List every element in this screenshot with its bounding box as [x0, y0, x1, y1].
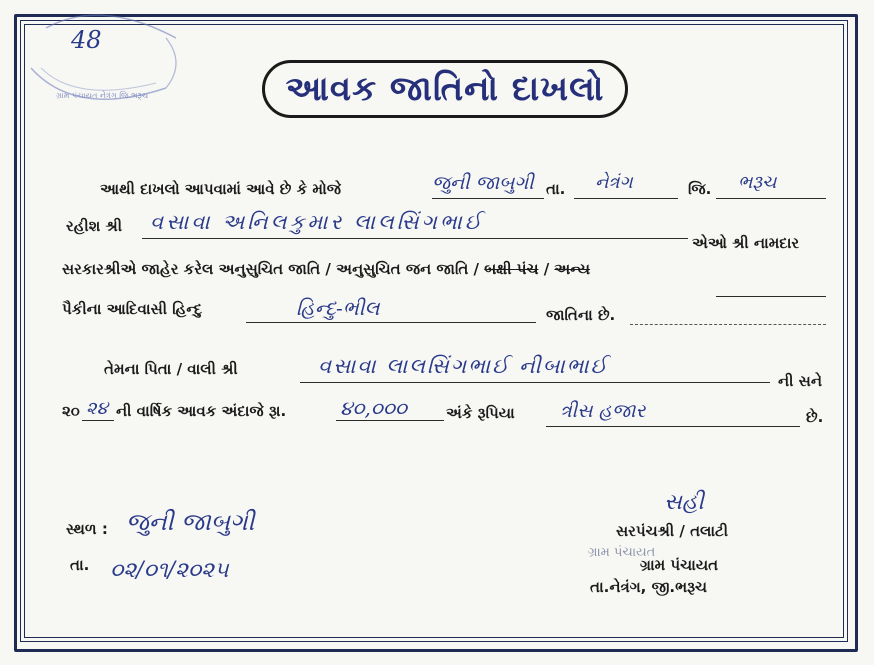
option-sep-2: / [473, 260, 480, 278]
line1-text: આથી દાખલો આપવામાં આવે છે કે મોજે [100, 180, 341, 198]
line4-text: પૈકીના આદિવાસી હિન્દુ [62, 300, 203, 318]
faint-stamp-text: ગ્રામ પંચાયત [588, 545, 656, 560]
year-line [82, 420, 114, 421]
option-st: અનુસુચિત જન જાતિ [336, 260, 469, 278]
year-value: ૨૪ [86, 398, 108, 419]
taluka-label: તા. [546, 180, 566, 198]
document-title: આવક જાતિનો દાખલો [285, 69, 605, 109]
line2-suffix: એઓ શ્રી નામદાર [692, 234, 800, 252]
line5-suffix: ની સને [778, 372, 823, 390]
taluka-value: નેત્રંગ [595, 172, 633, 193]
place-label: સ્થળ : [66, 520, 108, 538]
date-value: ૦૨/૦૧/૨૦૨૫ [110, 558, 229, 583]
taluka-line [574, 198, 678, 199]
line6-text: ની વાર્ષિક આવક અંદાજે રૂા. [116, 402, 287, 420]
signature-scribble: સહી [664, 490, 704, 515]
line4-suffix: જાતિના છે. [546, 306, 616, 324]
village-line [432, 198, 544, 199]
income-words: ત્રીસ હજાર [560, 400, 646, 422]
line3-blank [716, 296, 826, 297]
seal-text: ગ્રામ પંચાયત નેત્રંગ જિ.ભરૂચ [56, 91, 149, 100]
title-box [262, 60, 628, 118]
caste-value: હિન્દુ-ભીલ [296, 296, 380, 320]
line6-end: છે. [806, 408, 824, 426]
guardian-line [300, 382, 770, 383]
place-value: જુની જાબુગી [126, 508, 255, 536]
line5-text: તેમના પિતા / વાલી શ્રી [104, 360, 238, 378]
signatory-org: ગ્રામ પંચાયત [640, 556, 719, 574]
amount-line [336, 420, 444, 421]
option-sc: અનુસુચિત જાતિ [218, 260, 321, 278]
option-obc-struck: બક્ષી પંચ [484, 260, 539, 278]
applicant-name: વસાવા અનિલકુમાર લાલસિંગભાઈ [150, 210, 485, 234]
option-sep-1: / [325, 260, 331, 278]
line2-label: રહીશ શ્રી [66, 217, 123, 235]
date-label: તા. [70, 556, 90, 574]
words-line [546, 426, 800, 427]
line4-blank [630, 324, 826, 325]
name-line [142, 238, 688, 239]
guardian-name: વસાવા લાલસિંગભાઈ નીબાભાઈ [318, 354, 609, 378]
line3-prefix: સરકારશ્રીએ જાહેર કરેલ [62, 260, 214, 278]
stamp-number: 48 [71, 26, 102, 54]
office-seal-stamp [16, 8, 186, 118]
signatory-address: તા.નેત્રંગ, જી.ભરૂચ [590, 578, 708, 596]
income-amount: ૪૦,૦૦૦ [340, 396, 407, 420]
line3-text [62, 260, 590, 278]
district-line [716, 198, 826, 199]
village-value: જુની જાબુગી [432, 172, 534, 194]
signatory-role: સરપંચશ્રી / તલાટી [616, 522, 729, 540]
option-other-struck: અન્ય [554, 260, 591, 278]
year-prefix: ૨૦ [62, 402, 80, 420]
district-value: ભરૂચ [738, 172, 777, 193]
caste-line [246, 322, 536, 323]
option-sep-3: / [543, 260, 550, 278]
district-label: જિ. [688, 180, 712, 198]
words-label: અંકે રૂપિયા [446, 404, 515, 422]
